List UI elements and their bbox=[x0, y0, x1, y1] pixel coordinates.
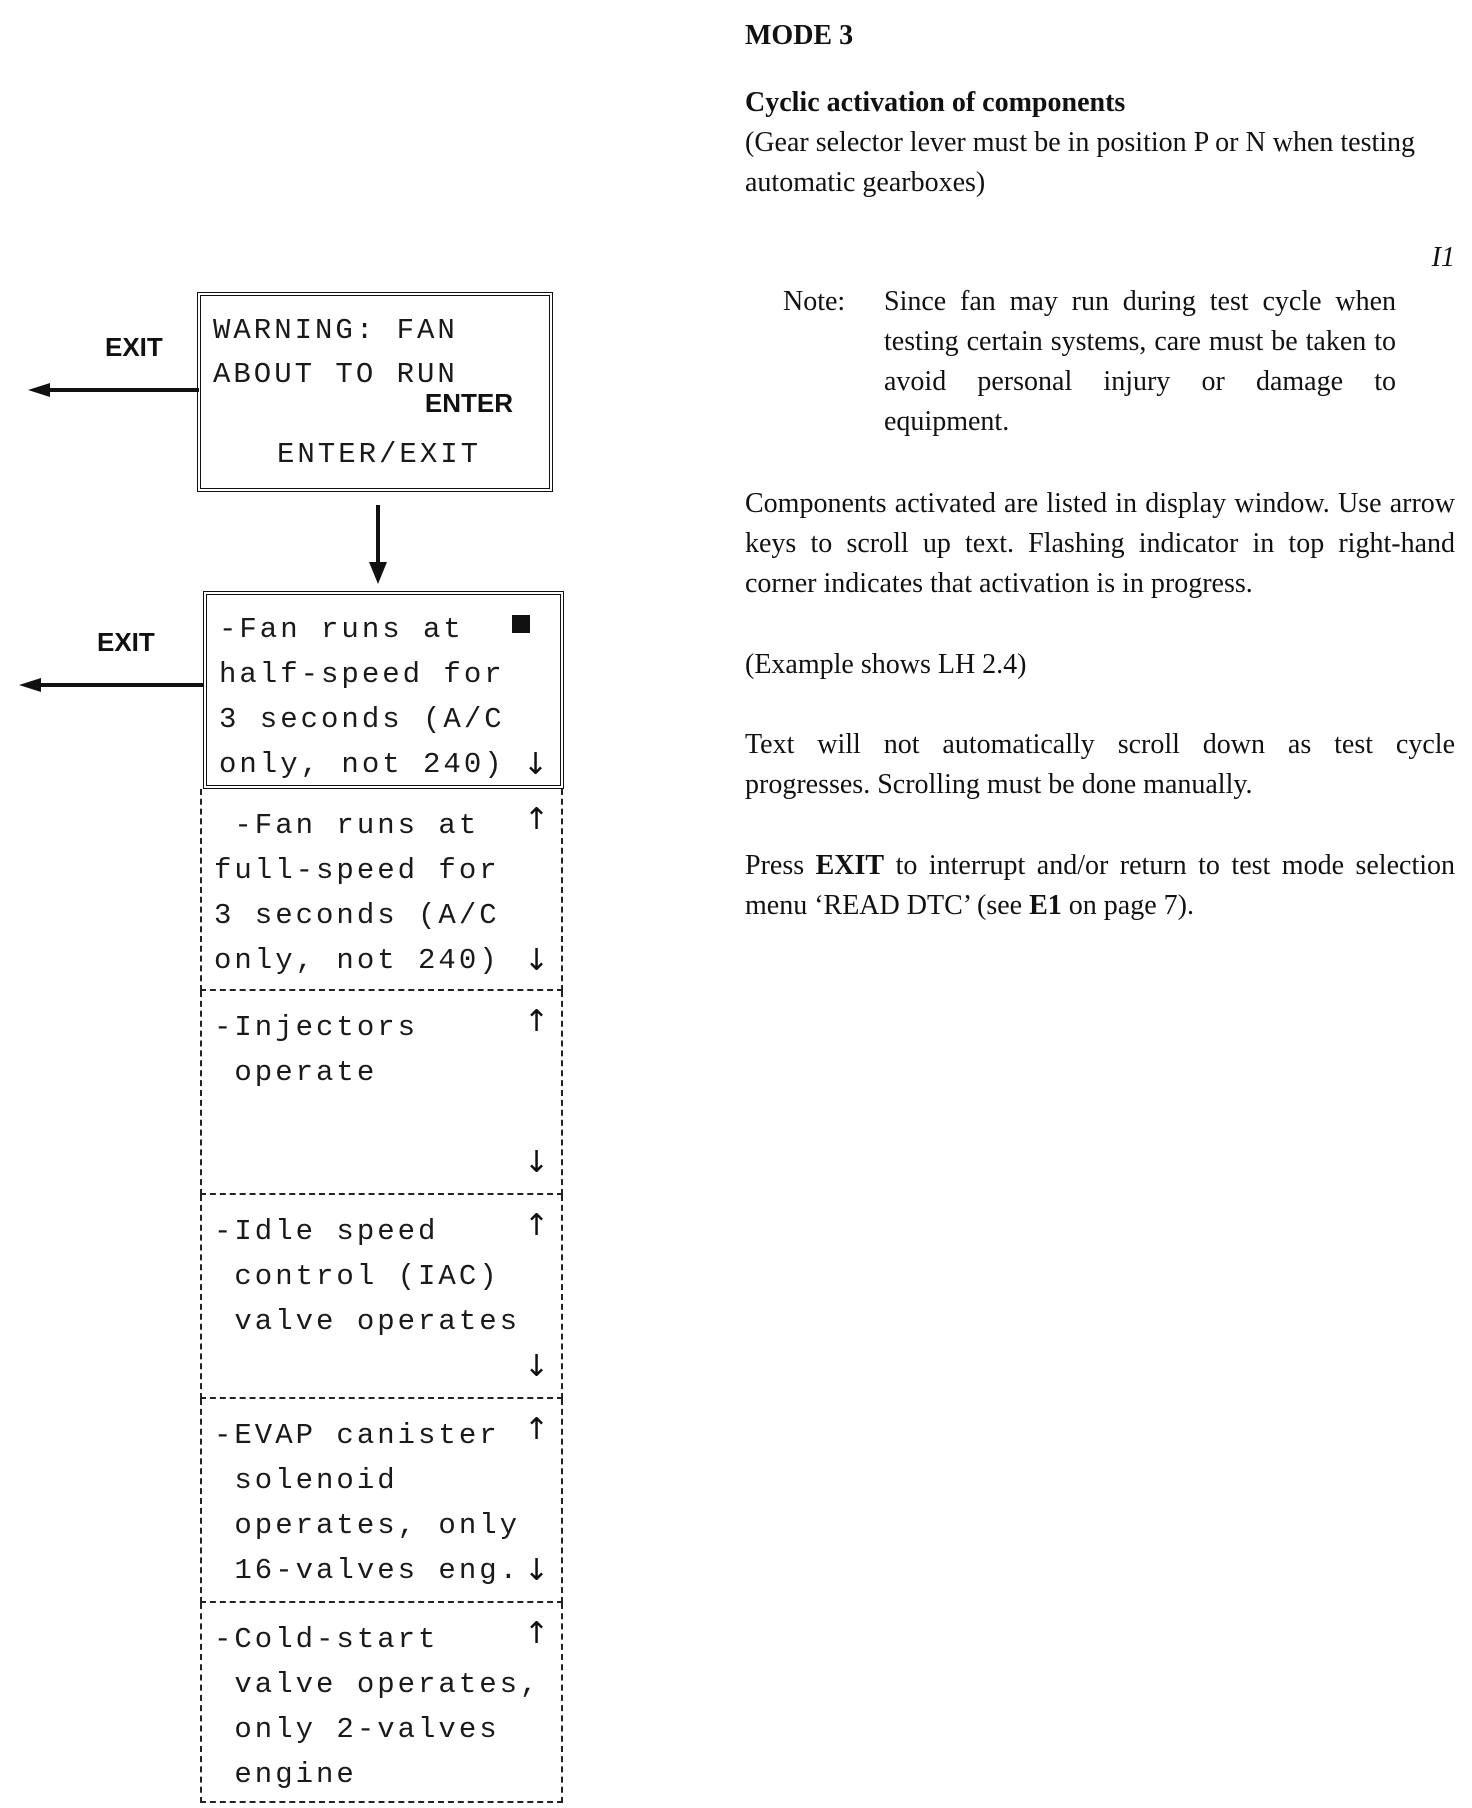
screen-line: 3 seconds (A/C bbox=[219, 703, 505, 736]
scroll-up-arrow-icon: ↑ bbox=[523, 1004, 549, 1039]
exit-arrow-2-head bbox=[19, 678, 41, 692]
screen-line: -Fan runs at bbox=[219, 613, 464, 646]
paragraph-exit bbox=[745, 846, 1455, 926]
e1-reference: E1 bbox=[1029, 890, 1062, 921]
dashed-display bbox=[200, 1195, 563, 1399]
screen-line: only, not 240) bbox=[219, 748, 505, 781]
scroll-up-arrow-icon: ↑ bbox=[523, 1616, 549, 1651]
dashed-display bbox=[200, 1399, 563, 1603]
down-arrow-head bbox=[369, 562, 387, 584]
screen-line: 16-valves eng. bbox=[214, 1554, 521, 1587]
screen-line: valve operates, bbox=[214, 1668, 541, 1701]
screen-line: 3 seconds (A/C bbox=[214, 899, 500, 932]
page-reference: I1 bbox=[1431, 242, 1455, 273]
active-display bbox=[203, 591, 564, 789]
exit-arrow-1-shaft bbox=[48, 388, 199, 392]
dashed-display bbox=[200, 991, 563, 1195]
paragraph-scrolling: Text will not automatically scroll down as test cycle progresses. Scrolling must be done manually. bbox=[745, 729, 1455, 800]
section-title: Cyclic activation of components bbox=[745, 87, 1126, 118]
exit-label-1: EXIT bbox=[105, 332, 163, 362]
scroll-down-arrow-icon: ↓ bbox=[523, 943, 549, 978]
warning-line-3: ENTER/EXIT bbox=[277, 438, 482, 471]
screen-line: half-speed for bbox=[219, 658, 505, 691]
scroll-up-arrow-icon: ↑ bbox=[523, 1412, 549, 1447]
screen-line: -Idle speed bbox=[214, 1215, 439, 1248]
screen-line: -Cold-start bbox=[214, 1623, 439, 1656]
screen-line: solenoid bbox=[214, 1464, 398, 1497]
screen-line: control (IAC) bbox=[214, 1260, 500, 1293]
p3-mid: to interrupt and/or return to test mode selection menu ‘READ DTC’ (see bbox=[745, 850, 1456, 921]
enter-label: ENTER bbox=[424, 388, 513, 418]
exit-keyword: EXIT bbox=[815, 850, 885, 881]
section-subtitle: (Gear selector lever must be in position P or N when testing automatic gearboxes) bbox=[745, 127, 1416, 198]
scroll-up-arrow-icon: ↑ bbox=[523, 802, 549, 837]
note-label: Note: bbox=[783, 286, 846, 317]
screen-line: -EVAP canister bbox=[214, 1419, 500, 1452]
exit-label-2: EXIT bbox=[97, 627, 155, 657]
p3-post: on page 7). bbox=[1061, 890, 1194, 921]
scroll-down-arrow-icon: ↓ bbox=[523, 1145, 549, 1180]
scroll-down-arrow-icon: ↓ bbox=[522, 747, 548, 782]
paragraph-example: (Example shows LH 2.4) bbox=[745, 649, 1027, 680]
dashed-display bbox=[200, 789, 563, 991]
screen-line: only 2-valves bbox=[214, 1713, 500, 1746]
warning-display bbox=[197, 292, 553, 492]
scroll-down-arrow-icon: ↓ bbox=[523, 1553, 549, 1588]
screen-line: -Injectors bbox=[214, 1011, 419, 1044]
p3-pre: Press bbox=[745, 850, 816, 881]
screen-line: full-speed for bbox=[214, 854, 500, 887]
down-arrow-shaft bbox=[376, 505, 380, 565]
exit-arrow-1-head bbox=[28, 383, 50, 397]
note-text: Since fan may run during test cycle when testing certain systems, care must be taken to avoid personal injury or damage to equipment. bbox=[884, 286, 1396, 437]
scroll-up-arrow-icon: ↑ bbox=[523, 1208, 549, 1243]
paragraph-components: Components activated are listed in display window. Use arrow keys to scroll up text. Flashing indicator in top right-hand corner indicates that activation is in progress. bbox=[745, 488, 1455, 599]
screen-line: engine bbox=[214, 1758, 357, 1791]
screen-line: valve operates bbox=[214, 1305, 521, 1338]
flashing-indicator bbox=[512, 615, 530, 633]
exit-arrow-2-shaft bbox=[40, 683, 204, 687]
warning-line-2: ABOUT TO RUN bbox=[213, 358, 458, 391]
screen-line: only, not 240) bbox=[214, 944, 500, 977]
screen-line: operates, only bbox=[214, 1509, 521, 1542]
dashed-display bbox=[200, 1603, 563, 1803]
mode-heading: MODE 3 bbox=[745, 20, 854, 51]
screen-line: -Fan runs at bbox=[214, 809, 480, 842]
screen-line: operate bbox=[214, 1056, 378, 1089]
warning-line-1: WARNING: FAN bbox=[213, 314, 458, 347]
scroll-down-arrow-icon: ↓ bbox=[523, 1349, 549, 1384]
